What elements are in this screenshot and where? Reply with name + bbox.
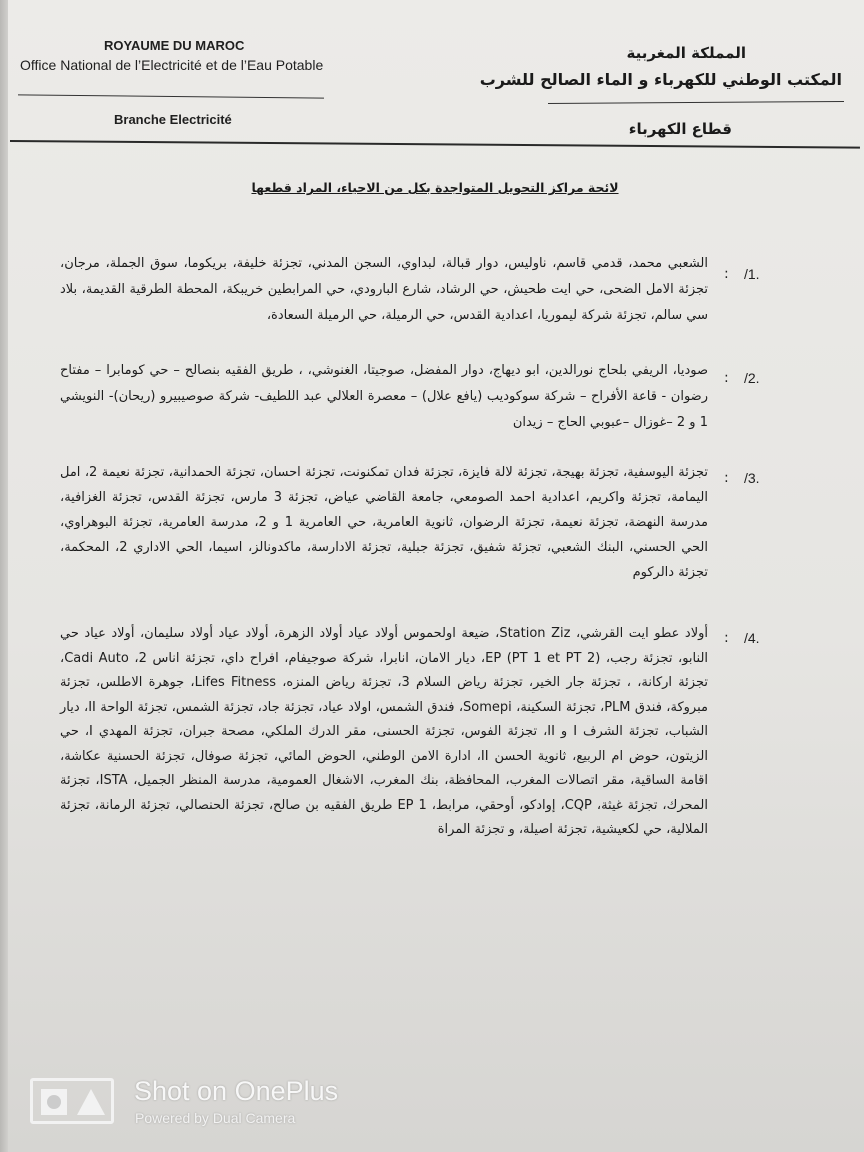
watermark-main-text: Shot on OnePlus	[134, 1076, 339, 1106]
item-text: صوديا، الريفي بلحاج نورالدين، ابو ديهاج، دوار المفضل، صوجيتا، الغنوشي، ، طريق الفقيه بنصالح – حي كومابرا – مفتاح رضوان - قاعة الأفراح – شركة سوكوديب (يافع علال) – معصرة العلالي عبد اللطيف- شركة صوصيبيرو (ريحان)- النويشي 1 و 2 –غوزال –عبوبي الحاج – زيدان	[60, 363, 708, 430]
office-name-ar: المكتب الوطني للكهرباء و الماء الصالح للشرب	[479, 70, 842, 89]
item-text: تجزئة اليوسفية، تجزئة بهيجة، تجزئة لالة فايزة، تجزئة فدان تمكنونت، تجزئة احسان، تجزئة الحمدانية، تجزئة نعيمة 2، امل اليمامة، تجزئة واكريم، اعدادية احمد الصومعي، جامعة القاضي عياض، تجزئة 3 مارس، تجزئة القدس، تجزئة الغزافية، مدرسة النهضة، تجزئة نعيمة، تجزئة الرضوان، ثانوية العامرية، حي العامرية 1 و 2، مدرسة العامرية، تجزئة البوهراوي، الحي الحسني، البنك الشعبي، تجزئة شفيق، تجزئة جبلية، تجزئة الادارسة، ماكدونالز، اسيما، الحي الاداري 2، المحكمة، تجزئة دالركوم	[60, 465, 708, 580]
camera-square-glyph	[41, 1089, 67, 1115]
document-title: لائحة مراكز التحويل المتواجدة بكل من الاحياء، المراد قطعها	[251, 180, 619, 195]
item-text: أولاد عطو ايت القرشي، Station Ziz، ضيعة اولحموس أولاد عياد أولاد الزهرة، أولاد عياد أولاد سليمان، أولاد عياد حي النابو، تجزئة رجب، EP (PT 1 et PT 2)، ديار الامان، انابرا، شركة صوجيفام، افراح داي، تجزئة اناس 2، Cadi Auto، تجزئة اركانة، ، تجزئة جار الخير، تجزئة رياض السلام 3، تجزئة رياض المنزه، Lifes Fitness، جوهرة الاطلس، تجزئة مبروكة، فندق PLM، تجزئة السكينة، Somepi، فندق الشمس، اولاد عياد، تجزئة جاد، تجزئة الشمس، تجزئة الواحة II، ديار الشباب، تجزئة الشرف I و II، تجزئة الفوس، تجزئة الحسنى، مقر الدرك الملكي، مصحة جبران، تجزئة المهدي I، حي الزيتون، حوض ام الربيع، ثانوية الحسن II، ادارة الامن الوطني، الحوض المائي، تجزئة صوفال، تجزئة الحسنية عكاشة، اقامة الساقية، مقر اتصالات المغرب، المحافظة، بنك المغرب، الاشغال العمومية، مدرسة المنظر الجميل، ISTA، تجزئة المحرك، تجزئة غيثة، CQP، إوادكو، أوحقي، مرابط، EP 1 طريق الفقيه بن صالح، تجزئة الحنصالي، تجزئة الرمانة، تجزئة الملالية، حي لكعيشية، تجزئة اصيلة، و تجزئة المراة	[60, 626, 709, 837]
branch-name-ar: قطاع الكهرباء	[628, 120, 732, 138]
office-name-fr: Office National de l’Electricité et de l’Eau Potable	[20, 57, 324, 73]
dual-camera-icon	[30, 1078, 114, 1124]
item-colon: :	[724, 630, 729, 646]
camera-triangle-glyph	[77, 1089, 105, 1115]
item-text: الشعبي محمد، قدمي قاسم، ناوليس، دوار قبالة، لبداوي، السجن المدني، تجزئة خليفة، بريكوما، سوق الجملة، مرجان، تجزئة الامل الضحى، حي ايت طحيش، حي الرشاد، شارع البارودي، حي المرابطين خريبكة، المحطة الطرقية القديمة، بلاد سي سالم، تجزئة شركة ليموريا، اعدادية القدس، حي الرميلة، حي الرميلة السعادة،	[60, 256, 708, 323]
kingdom-name-fr: ROYAUME DU MAROC	[104, 38, 245, 53]
camera-watermark	[30, 1076, 370, 1136]
item-colon: :	[724, 470, 729, 486]
item-number: /2.	[744, 370, 760, 386]
item-colon: :	[724, 266, 729, 282]
kingdom-name-ar: المملكة المغربية	[626, 44, 746, 62]
branch-name-fr: Branche Electricité	[114, 112, 232, 127]
item-number: /4.	[744, 630, 760, 646]
item-colon: :	[724, 370, 729, 386]
item-number: /1.	[744, 266, 760, 282]
watermark-sub-text: Powered by Dual Camera	[135, 1110, 296, 1126]
item-number: /3.	[744, 470, 760, 486]
